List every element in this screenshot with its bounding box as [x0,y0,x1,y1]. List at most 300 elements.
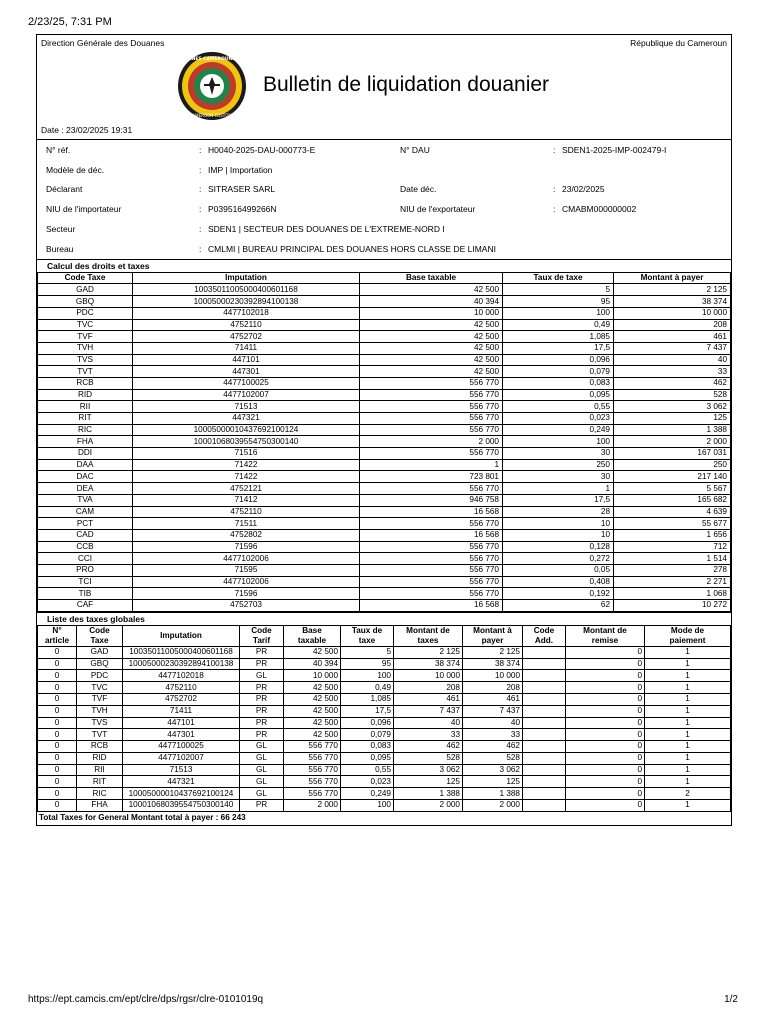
droits-table-header [38,272,731,284]
table-row [38,436,731,448]
bureau-label: Bureau [46,243,74,254]
table-cell: 0 [38,764,77,776]
table-cell: 556 770 [360,413,503,425]
table-cell: 4477100025 [133,377,360,389]
table-cell: 5 [341,646,394,658]
table-row [38,764,731,776]
globales-header-text: N° [52,625,62,635]
table-cell: 0,249 [341,788,394,800]
table-cell: 1 388 [394,788,463,800]
table-cell: 556 770 [360,483,503,495]
globales-header-text: Montant de [406,625,450,635]
table-cell: 0 [566,776,645,788]
secteur-label: Secteur [46,224,76,235]
table-cell: 7 437 [463,705,523,717]
globales-header-text: Add. [534,635,554,645]
table-cell: PR [240,705,284,717]
globales-header-text: Montant de [583,625,627,635]
table-row [38,494,731,506]
table-row [38,401,731,413]
table-cell: 0 [566,764,645,776]
table-cell: 1 388 [614,424,731,436]
table-cell: 42 500 [360,342,503,354]
table-cell: 0,096 [503,354,614,366]
table-cell: 0,249 [503,424,614,436]
table-cell: RIT [38,413,133,425]
table-cell: 556 770 [360,389,503,401]
table-cell [523,658,566,670]
table-row [38,483,731,495]
table-cell: 10035011005000400601168 [123,646,240,658]
table-cell: 528 [463,752,523,764]
table-cell: 447101 [133,354,360,366]
dau-label: N° DAU [400,144,430,155]
table-row [38,459,731,471]
declaration-info [37,139,731,259]
table-cell: RII [38,401,133,413]
globales-header-cell [123,625,240,646]
table-cell: 712 [614,541,731,553]
table-cell: 10005000230392894100138 [123,658,240,670]
table-cell: 38 374 [463,658,523,670]
table-cell: 723 801 [360,471,503,483]
table-cell: 0 [566,788,645,800]
table-cell: 4752110 [133,319,360,331]
table-cell: 0 [38,705,77,717]
table-cell: 100 [503,307,614,319]
table-cell: 42 500 [284,682,341,694]
globales-header-text: Base [302,625,322,635]
table-cell: 28 [503,506,614,518]
table-cell: 10 272 [614,600,731,612]
table-cell: 556 770 [360,588,503,600]
table-row [38,646,731,658]
table-cell: 71422 [133,471,360,483]
table-cell: 556 770 [284,776,341,788]
table-cell: 167 031 [614,448,731,460]
table-cell: DDI [38,448,133,460]
globales-header-text: Code [89,625,110,635]
table-cell: 2 125 [614,284,731,296]
table-cell: TVH [77,705,123,717]
table-cell: 71411 [133,342,360,354]
globales-header-cell [341,625,394,646]
logo-top-text: DOUANES CAMEROUNAISES [177,57,247,62]
table-cell: TVC [38,319,133,331]
table-cell: 62 [503,600,614,612]
table-cell: TVA [38,494,133,506]
table-row [38,296,731,308]
table-row [38,529,731,541]
table-cell: 30 [503,448,614,460]
table-cell: 447301 [123,729,240,741]
table-cell: 447321 [133,413,360,425]
table-cell: 71511 [133,518,360,530]
info-row-model: Modèle de déc. : IMP | Importation [37,160,731,180]
table-cell: DAA [38,459,133,471]
table-cell: GBQ [77,658,123,670]
globales-section-title: Liste des taxes globales [37,612,731,625]
table-cell: 1,085 [503,331,614,343]
droits-header-cell: Taux de taxe [503,272,614,284]
republic-name: République du Cameroun [630,38,727,48]
table-cell: CAD [38,529,133,541]
table-cell: 42 500 [360,366,503,378]
globales-header-text: Taxe [90,635,109,645]
table-cell: TVS [38,354,133,366]
date-dec-value: 23/02/2025 [562,184,605,195]
table-cell: 10 000 [614,307,731,319]
table-cell: 0 [566,752,645,764]
table-cell: 10 [503,529,614,541]
table-cell: 250 [503,459,614,471]
table-cell: 33 [463,729,523,741]
table-cell: 1 [645,729,731,741]
table-cell: 0 [566,729,645,741]
table-cell: 0,272 [503,553,614,565]
table-cell: 10035011005000400601168 [133,284,360,296]
table-cell: 33 [614,366,731,378]
total-amount: Total Taxes for General Montant total à payer : 66 243 [39,812,246,822]
table-cell: 946 758 [360,494,503,506]
table-cell: 0 [566,717,645,729]
table-row [38,471,731,483]
table-cell: 165 682 [614,494,731,506]
table-cell: 1 [360,459,503,471]
table-cell: 30 [503,471,614,483]
info-row-bureau: Bureau : CMLMI | BUREAU PRINCIPAL DES DOUANES HORS CLASSE DE LIMANI [37,239,731,259]
table-cell: 0 [38,658,77,670]
table-cell: RIC [77,788,123,800]
droits-header-cell: Imputation [133,272,360,284]
table-cell: 462 [614,377,731,389]
table-cell: 125 [614,413,731,425]
table-cell: 4477102006 [133,553,360,565]
table-cell: 1 [645,752,731,764]
table-cell: 208 [614,319,731,331]
table-cell: 528 [614,389,731,401]
table-row [38,366,731,378]
niu-importer-label: NIU de l'importateur [46,204,122,215]
table-cell: 1,085 [341,693,394,705]
table-cell: 40 [394,717,463,729]
table-cell: 0,083 [341,741,394,753]
table-cell: 4752702 [123,693,240,705]
table-cell: 0 [566,693,645,705]
declarant-label: Déclarant [46,184,83,195]
table-cell: 0,192 [503,588,614,600]
table-cell: 100 [503,436,614,448]
table-cell: TCI [38,576,133,588]
table-row [38,588,731,600]
model-label: Modèle de déc. [46,164,105,175]
table-cell: 0 [566,705,645,717]
table-cell: 1 [645,717,731,729]
table-cell: 71422 [133,459,360,471]
droits-header-cell: Montant à payer [614,272,731,284]
table-cell: TIB [38,588,133,600]
globales-header-cell [523,625,566,646]
table-cell: 0 [38,741,77,753]
table-cell: 1 [645,764,731,776]
table-row [38,752,731,764]
table-cell: GL [240,741,284,753]
table-cell: 2 000 [284,800,341,812]
table-cell: 556 770 [284,741,341,753]
table-cell: 42 500 [360,284,503,296]
date-dec-label: Date déc. [400,184,437,195]
table-cell [523,717,566,729]
table-cell: 556 770 [284,752,341,764]
table-cell [523,670,566,682]
table-cell: TVH [38,342,133,354]
table-cell: 1 [645,705,731,717]
table-row [38,377,731,389]
dau-value: SDEN1-2025-IMP-002479-I [562,144,667,155]
table-cell: 0 [38,682,77,694]
table-row [38,389,731,401]
table-cell: 95 [503,296,614,308]
globales-header-text: Code [533,625,555,635]
table-cell: 71513 [133,401,360,413]
table-row [38,506,731,518]
globales-header-text: Imputation [160,630,202,640]
table-cell: 40 [463,717,523,729]
table-cell: 556 770 [360,553,503,565]
table-cell: 10005000010437692100124 [123,788,240,800]
table-cell: 4477100025 [123,741,240,753]
table-cell: GBQ [38,296,133,308]
table-cell: 16 568 [360,600,503,612]
table-cell: PR [240,658,284,670]
table-cell: 0,49 [341,682,394,694]
table-cell [523,693,566,705]
table-cell: 1 [645,776,731,788]
globales-table [37,625,731,812]
table-cell: 1 388 [463,788,523,800]
table-cell: 2 271 [614,576,731,588]
table-cell: 278 [614,564,731,576]
table-cell [523,741,566,753]
table-cell: TVC [77,682,123,694]
table-cell: 10 000 [284,670,341,682]
table-cell: FHA [77,800,123,812]
table-cell: 2 [645,788,731,800]
table-cell: PCT [38,518,133,530]
table-cell: PR [240,729,284,741]
globales-header-text: payer [481,635,504,645]
table-cell: CAM [38,506,133,518]
table-cell: 1 [645,693,731,705]
table-cell: 0 [566,658,645,670]
table-cell: 556 770 [284,764,341,776]
table-cell: 462 [463,741,523,753]
table-row [38,741,731,753]
table-row [38,331,731,343]
table-row [38,729,731,741]
table-cell: 95 [341,658,394,670]
document-date: Date : 23/02/2025 19:31 [41,125,133,135]
table-cell: 71596 [133,541,360,553]
table-row [38,424,731,436]
table-cell: 556 770 [360,518,503,530]
table-cell: 1 514 [614,553,731,565]
table-cell [523,764,566,776]
table-cell: 55 677 [614,518,731,530]
table-cell: 0 [38,729,77,741]
table-cell: 1 [645,658,731,670]
table-cell: 461 [394,693,463,705]
table-cell: 16 568 [360,506,503,518]
model-value: IMP | Importation [208,164,273,175]
globales-header-cell [77,625,123,646]
table-cell: 0,083 [503,377,614,389]
document-header [37,35,731,139]
niu-exporter-value: CMABM000000002 [562,204,637,215]
table-cell: 100 [341,800,394,812]
table-cell: 3 062 [614,401,731,413]
table-cell: 556 770 [360,541,503,553]
globales-header-text: Code [251,625,272,635]
table-row [38,670,731,682]
table-cell: 125 [463,776,523,788]
table-cell: 33 [394,729,463,741]
table-row [38,682,731,694]
droits-table [37,272,731,612]
table-cell: PR [240,717,284,729]
table-cell: 71596 [133,588,360,600]
table-cell: 10 000 [394,670,463,682]
table-row [38,319,731,331]
table-cell: 42 500 [284,717,341,729]
table-cell: RII [77,764,123,776]
table-row [38,553,731,565]
globales-table-header [38,625,731,646]
table-row [38,788,731,800]
table-cell: TVT [77,729,123,741]
table-cell: 2 125 [463,646,523,658]
table-cell: 10005000230392894100138 [133,296,360,308]
table-cell: 4477102006 [133,576,360,588]
table-cell: 71411 [123,705,240,717]
table-cell: 208 [463,682,523,694]
table-cell [523,705,566,717]
table-cell: 17,5 [503,342,614,354]
table-cell: CCB [38,541,133,553]
table-cell: PDC [77,670,123,682]
table-row [38,705,731,717]
table-cell [523,788,566,800]
table-cell: 1 [503,483,614,495]
table-cell: 10 000 [360,307,503,319]
table-cell: 4752110 [123,682,240,694]
table-row [38,693,731,705]
table-cell: PR [240,693,284,705]
table-cell: 2 000 [614,436,731,448]
table-row [38,564,731,576]
table-cell: 0 [566,670,645,682]
table-cell: 1 [645,800,731,812]
table-cell: 0 [38,776,77,788]
table-cell: 556 770 [360,401,503,413]
table-row [38,448,731,460]
table-cell: TVS [77,717,123,729]
table-cell: 0,023 [341,776,394,788]
globales-header-text: taxes [417,635,439,645]
table-cell [523,752,566,764]
table-cell: 40 394 [360,296,503,308]
table-row [38,284,731,296]
globales-header-cell [645,625,731,646]
table-cell: 556 770 [360,576,503,588]
table-cell: GAD [77,646,123,658]
table-cell: 5 [503,284,614,296]
print-datetime: 2/23/25, 7:31 PM [28,16,112,28]
table-row [38,541,731,553]
table-cell: 2 000 [360,436,503,448]
globales-header-cell [240,625,284,646]
table-cell: 38 374 [394,658,463,670]
table-cell: 71412 [133,494,360,506]
table-row [38,354,731,366]
globales-header-cell [566,625,645,646]
table-cell: 447321 [123,776,240,788]
org-name: Direction Générale des Douanes [41,38,165,48]
globales-header-cell [38,625,77,646]
info-row-declarant: Déclarant : SITRASER SARL Date déc. : 23/02/2025 [37,180,731,200]
customs-seal-logo [177,51,247,121]
table-cell: PRO [38,564,133,576]
table-cell: GL [240,670,284,682]
table-cell: GAD [38,284,133,296]
table-cell: 42 500 [284,693,341,705]
table-cell: 16 568 [360,529,503,541]
table-cell: 4752703 [133,600,360,612]
table-cell: 10005000010437692100124 [133,424,360,436]
table-cell: 1 [645,741,731,753]
table-cell: 0,55 [341,764,394,776]
table-cell: 4752702 [133,331,360,343]
table-cell [523,646,566,658]
table-cell: RIC [38,424,133,436]
table-row [38,776,731,788]
bulletin-document [36,34,732,826]
table-cell: 40 [614,354,731,366]
table-cell: FHA [38,436,133,448]
table-cell: 461 [614,331,731,343]
table-cell: TVT [38,366,133,378]
droits-section-title: Calcul des droits et taxes [37,259,731,272]
table-cell: 528 [394,752,463,764]
table-cell: RIT [77,776,123,788]
table-cell: RID [38,389,133,401]
table-cell: 556 770 [360,564,503,576]
logo-bottom-text: CAMEROON CUSTOMS [189,113,235,118]
table-cell: 10001068039554750300140 [133,436,360,448]
table-cell [523,776,566,788]
table-cell: 7 437 [614,342,731,354]
secteur-value: SDEN1 | SECTEUR DES DOUANES DE L'EXTREME-NORD I [208,224,445,235]
table-cell: 4752121 [133,483,360,495]
table-cell: 0 [38,646,77,658]
table-cell: RCB [38,377,133,389]
table-cell: 2 000 [463,800,523,812]
table-row [38,600,731,612]
globales-header-text: remise [591,635,619,645]
table-cell: CAF [38,600,133,612]
table-cell: RID [77,752,123,764]
droits-header-cell: Base taxable [360,272,503,284]
